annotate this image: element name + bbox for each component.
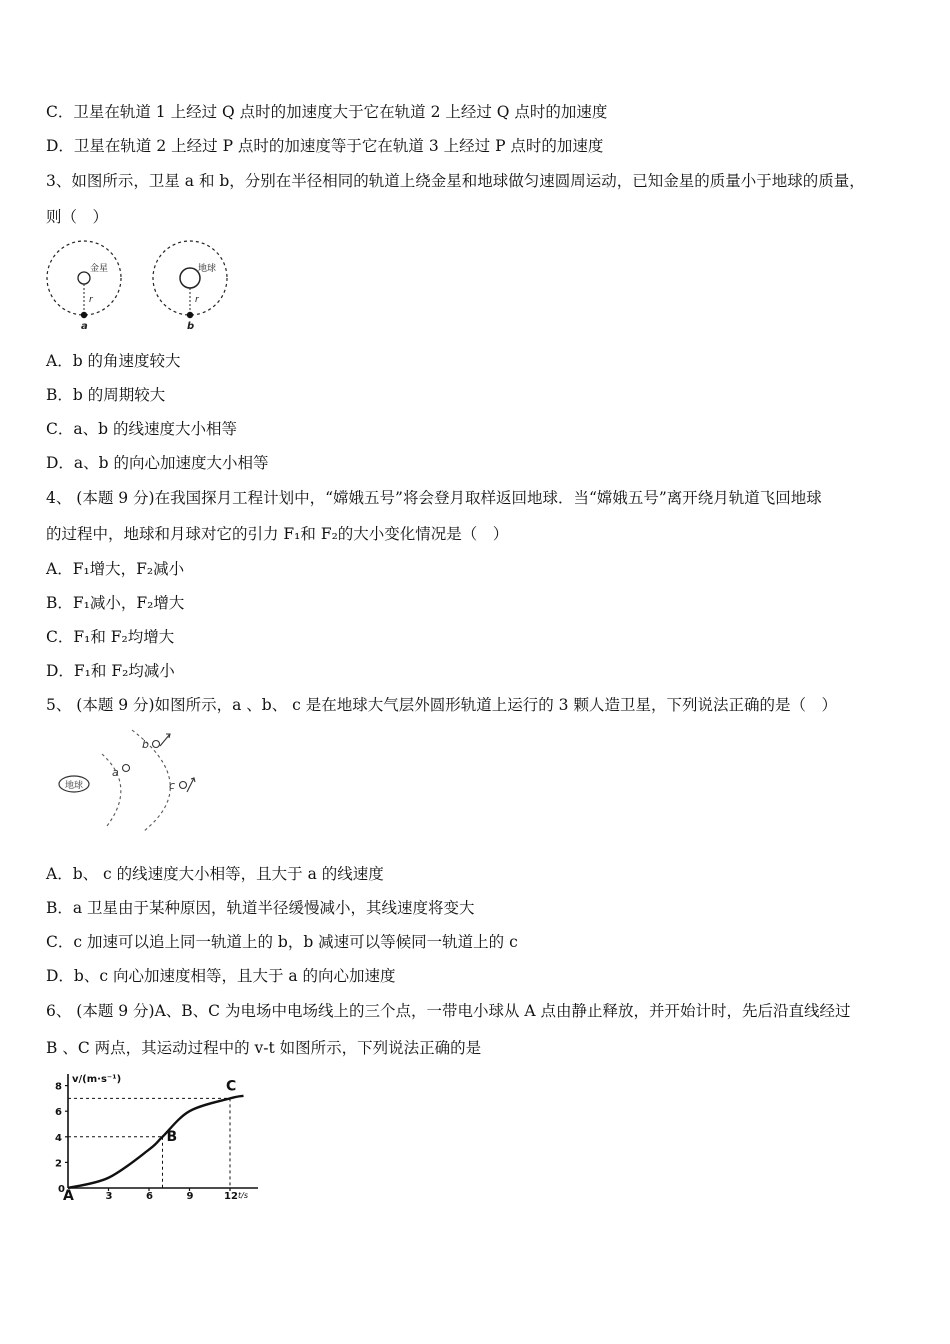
x-tick-label: 12 (224, 1191, 238, 1202)
sat-b-label: b (142, 738, 149, 751)
x-tick-label: 9 (186, 1191, 194, 1202)
x-axis-label: t/s (238, 1191, 248, 1200)
vt-curve (68, 1096, 244, 1188)
earth-label: 地球 (198, 264, 217, 274)
satellite-b-label: b (187, 321, 195, 332)
venus-label: 金星 (90, 264, 109, 274)
y-tick-label: 6 (55, 1107, 62, 1119)
satellite-a-label: a (81, 321, 88, 332)
q6-stem-line2: B 、C 两点，其运动过程中的 v-t 如图所示，下列说法正确的是 (46, 1039, 482, 1057)
q3-option-a: A．b 的角速度较大 (46, 352, 181, 370)
orbit-bc (132, 730, 170, 831)
q3-option-c: C．a、b 的线速度大小相等 (46, 420, 237, 438)
earth-label: 地球 (65, 781, 84, 791)
y-tick-label: 2 (55, 1158, 62, 1170)
q5-option-d: D．b、c 向心加速度相等，且大于 a 的向心加速度 (46, 967, 396, 985)
y-tick-label: 4 (55, 1132, 62, 1144)
q3-stem-line2: 则（ ） (46, 208, 109, 226)
q4-option-b: B．F₁减小，F₂增大 (46, 594, 185, 612)
q5-option-c: C．c 加速可以追上同一轨道上的 b，b 减速可以等候同一轨道上的 c (46, 933, 518, 951)
q3-option-b: B．b 的周期较大 (46, 386, 166, 404)
q2-option-c: C．卫星在轨道 1 上经过 Q 点时的加速度大于它在轨道 2 上经过 Q 点时的加速度 (46, 103, 608, 121)
q4-option-c: C．F₁和 F₂均增大 (46, 628, 175, 646)
point-label-c: C (226, 1078, 237, 1095)
q3-option-d: D．a、b 的向心加速度大小相等 (46, 454, 269, 472)
q5-option-b: B．a 卫星由于某种原因，轨道半径缓慢减小，其线速度将变大 (46, 899, 475, 917)
y-axis-label: v/(m·s⁻¹) (72, 1074, 122, 1085)
q2-option-d: D．卫星在轨道 2 上经过 P 点时的加速度等于它在轨道 3 上经过 P 点时的加速度 (46, 137, 604, 155)
sat-c-label: c (169, 779, 176, 792)
radius-label-b: r (195, 295, 199, 305)
sat-a-label: a (112, 766, 119, 779)
q3-stem-line1: 3、如图所示，卫星 a 和 b，分别在半径相同的轨道上绕金星和地球做匀速圆周运动，已知金星的质量小于地球的质量， (46, 172, 865, 190)
venus-orbit (47, 241, 121, 332)
q4-stem-line2: 的过程中，地球和月球对它的引力 F₁和 F₂的大小变化情况是（ ） (46, 525, 509, 543)
radius-label-a: r (89, 295, 93, 305)
q4-stem-line1: 4、 (本题 9 分)在我国探月工程计划中，“嫦娥五号”将会登月取样返回地球．当“嫦娥五号”离开绕月轨道飞回地球 (46, 489, 822, 507)
orbit-a (102, 754, 121, 826)
q5-stem: 5、 (本题 9 分)如图所示，a 、b、 c 是在地球大气层外圆形轨道上运行的 3 颗人造卫星，下列说法正确的是（ ） (46, 696, 837, 714)
x-tick-label: 3 (105, 1191, 113, 1202)
x-tick-label: 6 (146, 1191, 153, 1202)
q6-stem-line1: 6、 (本题 9 分)A、B、C 为电场中电场线上的三个点，一带电小球从 A 点由静止释放，并开始计时，先后沿直线经过 (46, 1002, 851, 1020)
q3-orbit-figure (44, 236, 236, 334)
y-tick-label: 8 (55, 1081, 62, 1093)
point-label-b: B (166, 1128, 178, 1145)
q4-option-d: D．F₁和 F₂均减小 (46, 662, 175, 680)
vt-chart (46, 1064, 266, 1204)
point-label-a: A (63, 1188, 74, 1204)
earth-orbit (153, 241, 227, 332)
q5-option-a: A．b、 c 的线速度大小相等，且大于 a 的线速度 (46, 865, 384, 883)
q5-satellite-figure (52, 726, 222, 836)
origin-label: 0 (58, 1184, 65, 1195)
q4-option-a: A．F₁增大，F₂减小 (46, 560, 185, 578)
